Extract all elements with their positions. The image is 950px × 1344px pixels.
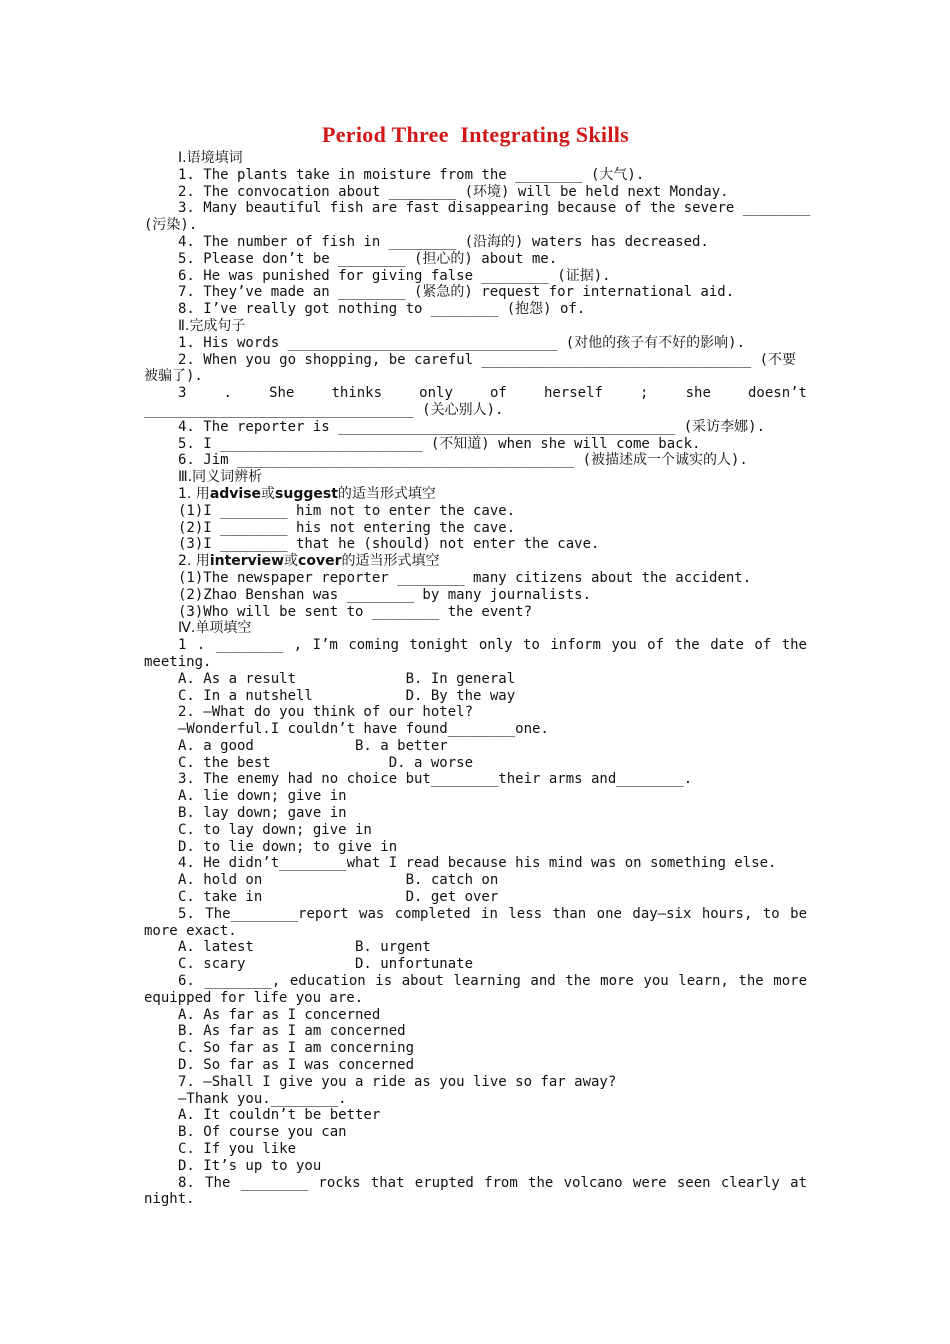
keyword: cover [298, 553, 342, 570]
question-line: C. If you like [178, 1141, 297, 1158]
question-line: A. a good B. a better [178, 737, 448, 754]
subquestion-connector: 或 [284, 553, 299, 570]
question-line: 6. He was punished for giving false ________ (证据). [178, 267, 611, 284]
question-line: 5. Please don’t be ________ (担心的) about me. [178, 250, 558, 267]
page-title: Period Three Integrating Skills [321, 122, 630, 147]
question-line: 4. The reporter is ________________________________________ (采访李娜). [178, 418, 766, 435]
section-heading: Ⅲ.同义词辨析 [178, 469, 263, 486]
question-line: 4. He didn’t________what I read because his mind was on something else. [178, 855, 777, 872]
question-line: C. the best D. a worse [178, 754, 474, 771]
question-line: (2)Zhao Benshan was ________ by many journalists. [178, 586, 592, 603]
question-line: D. to lie down; to give in [178, 838, 398, 855]
question-line: B. As far as I am concerned [178, 1023, 406, 1040]
question-line: A. As a result B. In general [178, 670, 516, 687]
question-line: 8. I’ve really got nothing to ________ (抱怨) of. [178, 301, 586, 318]
question-line-continuation: more exact. [144, 922, 237, 939]
multiple-choice-list [144, 637, 807, 1208]
keyword: advise [209, 485, 262, 502]
question-line: 3. Many beautiful fish are fast disappearing because of the severe ________ [178, 200, 811, 217]
question-line-continuation: equipped for life you are. [144, 989, 364, 1006]
question-line: 2. —What do you think of our hotel? [178, 704, 474, 721]
keyword: suggest [275, 485, 338, 502]
keyword: interview [209, 553, 285, 570]
section-heading: Ⅳ.单项填空 [178, 620, 252, 637]
question-line: 1. His words ________________________________ (对他的孩子有不好的影响). [178, 334, 746, 351]
document-page [144, 120, 811, 1208]
question-line: B. lay down; gave in [178, 805, 347, 822]
subquestion-prefix: 2. 用 [178, 553, 210, 570]
question-line: 2. When you go shopping, be careful ________________________________ (不要 [178, 351, 797, 368]
question-line: 5. The________report was completed in less than one day—six hours, to be [178, 905, 807, 922]
subquestion-prefix: 1. 用 [178, 485, 210, 502]
question-line: C. take in D. get over [178, 889, 499, 906]
question-line-continuation: (污染). [144, 217, 198, 234]
subquestion-suffix: 的适当形式填空 [341, 553, 440, 570]
question-line: (3)Who will be sent to ________ the event? [178, 603, 533, 620]
question-line: (3)I ________ that he (should) not enter the cave. [178, 536, 600, 553]
question-line: 6. Jim ________________________________________ (被描述成一个诚实的人). [178, 452, 748, 469]
subquestion-heading [144, 486, 807, 503]
question-line-continuation: meeting. [144, 653, 212, 670]
question-line: A. lie down; give in [178, 788, 347, 805]
section-heading: Ⅱ.完成句子 [178, 317, 246, 334]
question-line: 8. The ________ rocks that erupted from the volcano were seen clearly at [178, 1174, 807, 1191]
question-line: 7. They’ve made an ________ (紧急的) request for international aid. [178, 284, 735, 301]
question-line: A. hold on B. catch on [178, 872, 499, 889]
question-line: —Thank you.________. [178, 1090, 347, 1107]
question-line: 1. The plants take in moisture from the ________ (大气). [178, 166, 645, 183]
question-line: —Wonderful.I couldn’t have found________one. [178, 721, 549, 738]
question-line: D. It’s up to you [178, 1157, 322, 1174]
question-line: (1)I ________ him not to enter the cave. [178, 502, 516, 519]
subquestion-heading [144, 553, 807, 570]
question-line: C. In a nutshell D. By the way [178, 687, 516, 704]
subquestion-suffix: 的适当形式填空 [337, 485, 436, 502]
question-line: C. scary D. unfortunate [178, 956, 474, 973]
question-line: (1)The newspaper reporter ________ many citizens about the accident. [178, 569, 752, 586]
question-line: 1 . ________ , I’m coming tonight only to inform you of the date of the [178, 637, 807, 654]
question-line: C. to lay down; give in [178, 821, 372, 838]
question-line: C. So far as I am concerning [178, 1040, 415, 1057]
question-line: 4. The number of fish in ________ (沿海的) waters has decreased. [178, 233, 709, 250]
question-line: A. It couldn’t be better [178, 1107, 381, 1124]
question-line-continuation: 被骗了). [144, 368, 203, 385]
question-line-continuation: night. [144, 1191, 195, 1208]
section-heading: Ⅰ.语境填词 [178, 150, 243, 166]
question-line: 3. The enemy had no choice but________their arms and________. [178, 771, 693, 788]
question-line: 6. ________, education is about learning and the more you learn, the more [178, 973, 807, 990]
question-line: A. latest B. urgent [178, 939, 431, 956]
subquestion-connector: 或 [261, 485, 276, 502]
question-line: 7. —Shall I give you a ride as you live so far away? [178, 1073, 617, 1090]
question-line-continuation: ________________________________ (关心别人). [144, 401, 504, 418]
question-line: 3 . She thinks only of herself ; she doesn’t [178, 385, 807, 402]
question-line: D. So far as I was concerned [178, 1057, 415, 1074]
question-line: (2)I ________ his not entering the cave. [178, 519, 516, 536]
question-line: 2. The convocation about ________ (环境) will be held next Monday. [178, 183, 729, 200]
question-line: A. As far as I concerned [178, 1006, 381, 1023]
question-line: B. Of course you can [178, 1124, 347, 1141]
question-line: 5. I ________________________ (不知道) when she will come back. [178, 435, 701, 452]
